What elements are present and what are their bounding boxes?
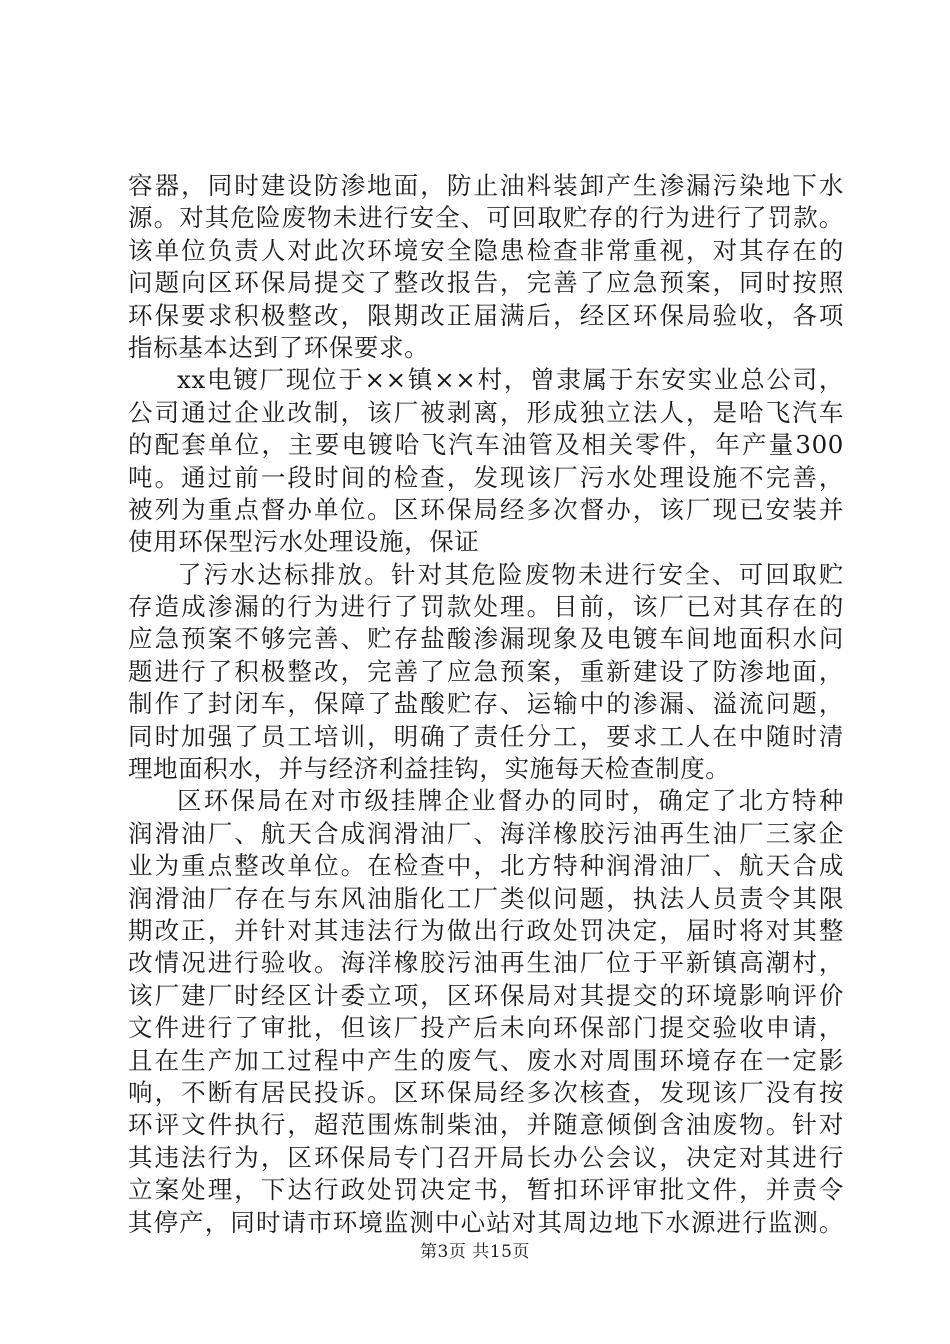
- text-line: 润滑油厂、航天合成润滑油厂、海洋橡胶污油再生油厂三家企: [128, 818, 844, 848]
- text-line: 环保要求积极整改，限期改正届满后，经区环保局验收，各项: [128, 300, 844, 330]
- text-line: 立案处理，下达行政处罚决定书，暂扣环评审批文件，并责令: [128, 1175, 844, 1205]
- text-line: 业为重点整改单位。在检查中，北方特种润滑油厂、航天合成: [128, 851, 844, 881]
- text-line: 响，不断有居民投诉。区环保局经多次核查，发现该厂没有按: [128, 1077, 844, 1107]
- text-line: 存造成渗漏的行为进行了罚款处理。目前，该厂已对其存在的: [128, 592, 844, 622]
- text-line: xx电镀厂现位于××镇××村，曾隶属于东安实业总公司，: [177, 365, 844, 395]
- text-line: 环评文件执行，超范围炼制柴油，并随意倾倒含油废物。针对: [128, 1110, 844, 1140]
- text-line: 使用环保型污水处理设施，保证: [128, 527, 480, 557]
- text-line: 公司通过企业改制，该厂被剥离，形成独立法人，是哈飞汽车: [128, 397, 844, 427]
- document-body: [128, 170, 844, 1239]
- text-line: 其停产，同时请市环境监测中心站对其周边地下水源进行监测。: [128, 1207, 844, 1237]
- text-line: 区环保局在对市级挂牌企业督办的同时，确定了北方特种: [177, 786, 844, 816]
- text-line: 容器，同时建设防渗地面，防止油料装卸产生渗漏污染地下水: [128, 171, 844, 200]
- text-line: 问题向区环保局提交了整改报告，完善了应急预案，同时按照: [128, 268, 844, 298]
- text-line: 同时加强了员工培训，明确了责任分工，要求工人在中随时清: [128, 721, 844, 751]
- text-line: 改情况进行验收。海洋橡胶污油再生油厂位于平新镇高潮村，: [128, 948, 844, 978]
- text-line: 其违法行为，区环保局专门召开局长办公会议，决定对其进行: [128, 1142, 844, 1172]
- text-line: 该厂建厂时经区计委立项，区环保局对其提交的环境影响评价: [128, 980, 844, 1010]
- text-line: 润滑油厂存在与东风油脂化工厂类似问题，执法人员责令其限: [128, 883, 844, 913]
- text-line: 文件进行了审批，但该厂投产后未向环保部门提交验收申请，: [128, 1013, 844, 1043]
- text-line: 了污水达标排放。针对其危险废物未进行安全、可回取贮: [177, 559, 844, 589]
- page-footer: 第3页 共15页: [420, 1242, 530, 1262]
- text-line: 且在生产加工过程中产生的废气、废水对周围环境存在一定影: [128, 1045, 844, 1075]
- text-line: 期改正，并针对其违法行为做出行政处罚决定，届时将对其整: [128, 915, 844, 945]
- text-line: 的配套单位，主要电镀哈飞汽车油管及相关零件，年产量300: [128, 430, 844, 460]
- text-line: 该单位负责人对此次环境安全隐患检查非常重视，对其存在的: [128, 235, 844, 265]
- text-line: 源。对其危险废物未进行安全、可回取贮存的行为进行了罚款。: [128, 203, 844, 233]
- text-line: 理地面积水，并与经济利益挂钩，实施每天检查制度。: [128, 754, 731, 784]
- text-line: 指标基本达到了环保要求。: [128, 332, 430, 362]
- text-line: 题进行了积极整改，完善了应急预案，重新建设了防渗地面，: [128, 656, 844, 686]
- text-line: 吨。通过前一段时间的检查，发现该厂污水处理设施不完善，: [128, 462, 844, 492]
- text-line: 应急预案不够完善、贮存盐酸渗漏现象及电镀车间地面积水问: [128, 624, 844, 654]
- text-line: 制作了封闭车，保障了盐酸贮存、运输中的渗漏、溢流问题，: [128, 689, 844, 719]
- text-line: 被列为重点督办单位。区环保局经多次督办，该厂现已安装并: [128, 494, 844, 524]
